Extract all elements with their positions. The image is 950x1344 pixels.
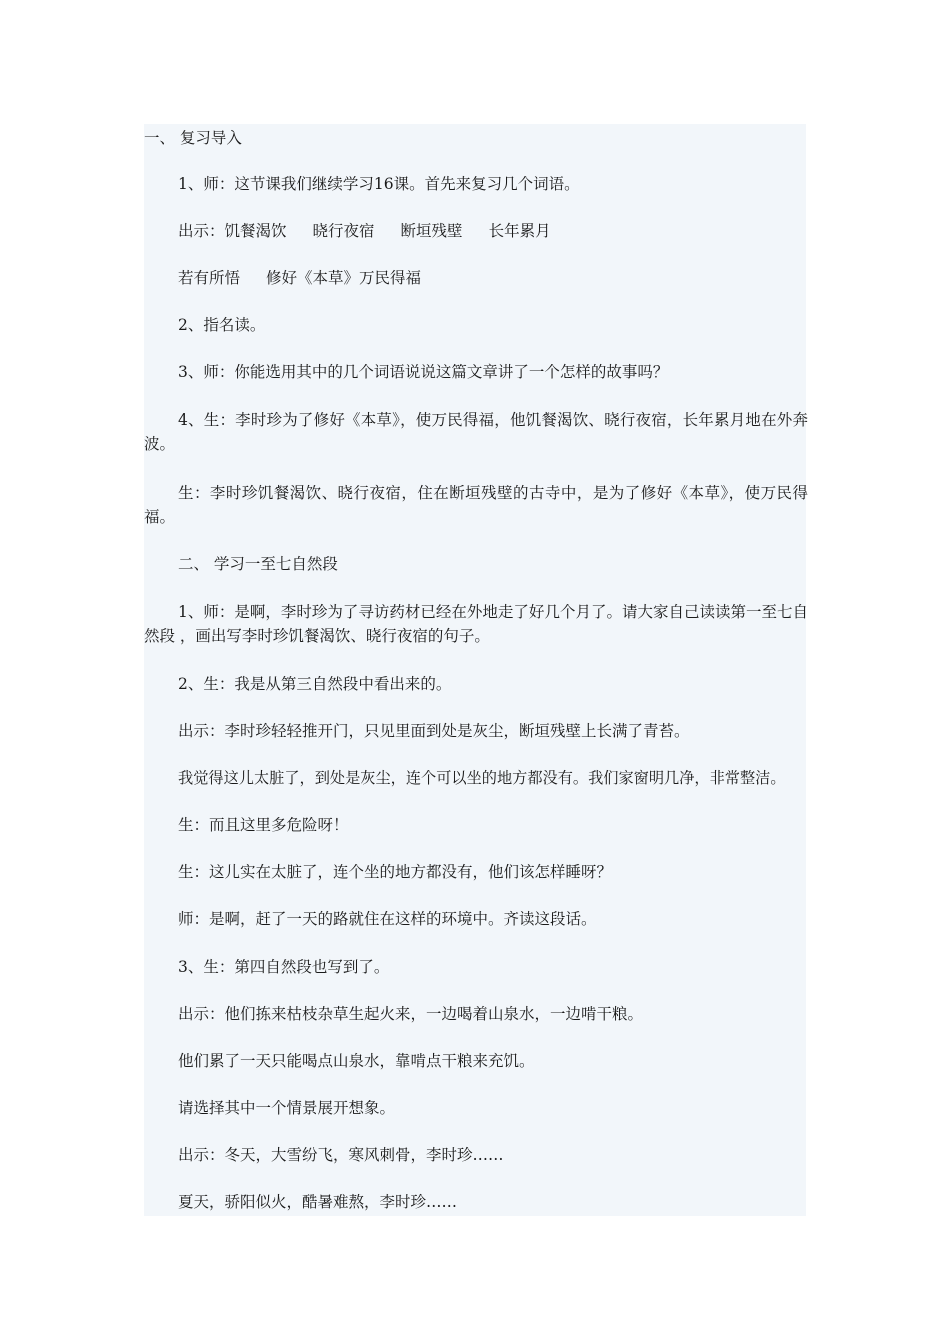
paragraph: 夏天，骄阳似火，酷暑难熬，李时珍…… (178, 1193, 458, 1211)
section-heading-2: 二、 学习一至七自然段 (178, 555, 338, 573)
vocab-word: 断垣残壁 (400, 222, 463, 240)
paragraph: 我觉得这儿太脏了，到处是灰尘，连个可以坐的地方都没有。我们家窗明几净，非常整洁。 (178, 769, 786, 787)
paragraph: 2、生：我是从第三自然段中看出来的。 (178, 675, 452, 693)
vocab-word: 修好《本草》万民得福 (266, 269, 422, 287)
vocab-line-1 (178, 219, 551, 243)
vocab-word: 饥餐渴饮 (224, 222, 287, 240)
paragraph: 生：李时珍饥餐渴饮、晓行夜宿，住在断垣残壁的古寺中，是为了修好《本草》，使万民得福。 (144, 484, 808, 526)
vocab-word: 晓行夜宿 (312, 222, 375, 240)
paragraph: 4、生：李时珍为了修好《本草》，使万民得福，他饥餐渴饮、晓行夜宿，长年累月地在外奔波。 (144, 411, 808, 453)
section-heading-1: 一、 复习导入 (144, 129, 242, 147)
paragraph: 3、师：你能选用其中的几个词语说说这篇文章讲了一个怎样的故事吗？ (178, 363, 669, 381)
paragraph: 请选择其中一个情景展开想象。 (178, 1099, 396, 1117)
vocab-word: 长年累月 (488, 222, 551, 240)
paragraph: 生：这儿实在太脏了，连个坐的地方都没有，他们该怎样睡呀？ (178, 863, 613, 881)
paragraph: 生：而且这里多危险呀！ (178, 816, 349, 834)
paragraph: 他们累了一天只能喝点山泉水，靠啃点干粮来充饥。 (178, 1052, 535, 1070)
paragraph: 出示：李时珍轻轻推开门，只见里面到处是灰尘，断垣残壁上长满了青苔。 (178, 722, 690, 740)
paragraph: 出示：他们拣来枯枝杂草生起火来，一边喝着山泉水，一边啃干粮。 (178, 1005, 644, 1023)
paragraph: 出示：冬天，大雪纷飞，寒风刺骨，李时珍…… (178, 1146, 504, 1164)
paragraph: 2、指名读。 (178, 316, 266, 334)
vocab-word: 若有所悟 (178, 269, 241, 287)
paragraph: 1、师：这节课我们继续学习16课。首先来复习几个词语。 (178, 175, 580, 193)
paragraph: 1、师：是啊，李时珍为了寻访药材已经在外地走了好几个月了。请大家自己读读第一至七自然段 ，画出写李时珍饥餐渴饮、晓行夜宿的句子。 (144, 603, 808, 645)
vocab-prefix: 出示： (178, 222, 225, 240)
paragraph: 3、生：第四自然段也写到了。 (178, 958, 390, 976)
vocab-line-2 (178, 266, 421, 290)
paragraph: 师：是啊，赶了一天的路就住在这样的环境中。齐读这段话。 (178, 910, 597, 928)
